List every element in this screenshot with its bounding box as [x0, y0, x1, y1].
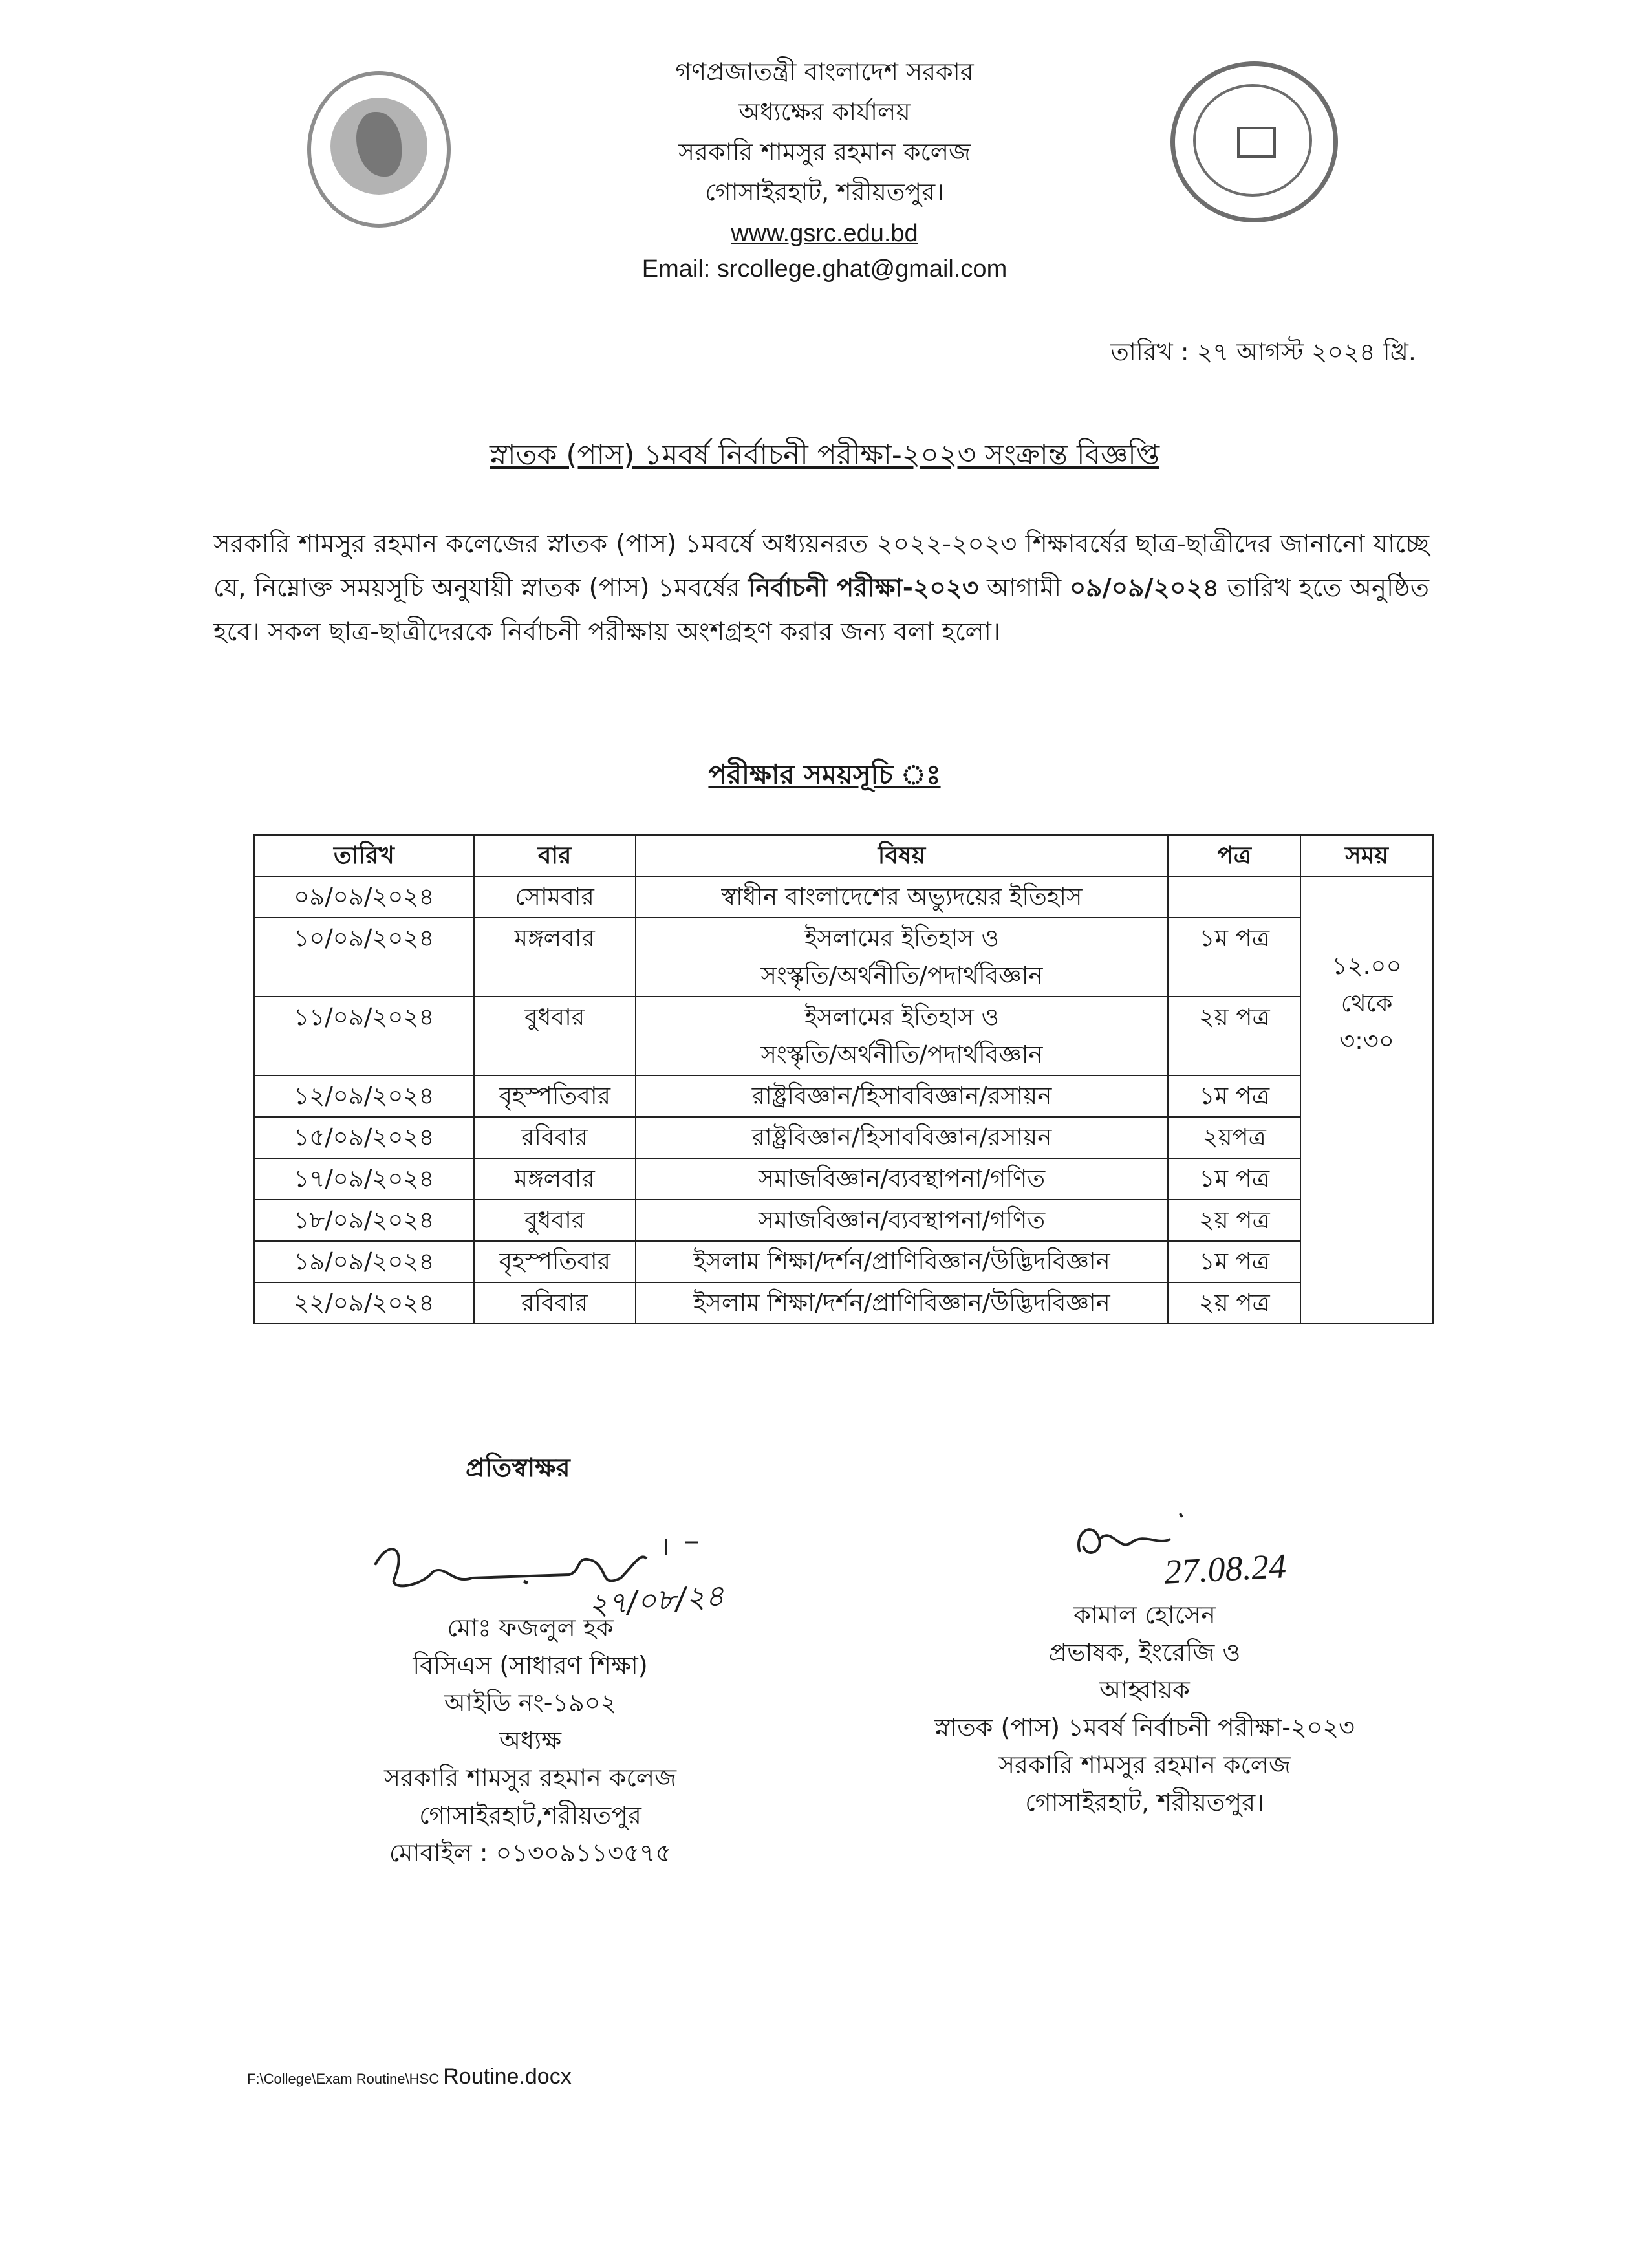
signature-line: আইডি নং-১৯০২	[444, 1689, 617, 1717]
signature-line: মোবাইল : ০১৩০৯১১৩৫৭৫	[389, 1839, 672, 1867]
signature-line: বিসিএস (সাধারণ শিক্ষা)	[413, 1651, 648, 1679]
schedule-heading: পরীক্ষার সময়সূচি ঃ	[708, 759, 941, 790]
cell-day: বৃহস্পতিবার	[474, 1241, 636, 1282]
cell-paper: ২য় পত্র	[1168, 1200, 1300, 1241]
header-office: অধ্যক্ষের কার্যালয়	[738, 98, 911, 126]
header-time: সময়	[1300, 835, 1433, 876]
signature-line: স্নাতক (পাস) ১মবর্ষ নির্বাচনী পরীক্ষা-২০২৩	[934, 1713, 1355, 1742]
header-date: তারিখ	[254, 835, 474, 876]
cell-paper: ২য়পত্র	[1168, 1117, 1300, 1158]
signature-line: সরকারি শামসুর রহমান কলেজ	[383, 1764, 677, 1792]
table-row	[254, 1200, 1433, 1241]
cell-day: বুধবার	[474, 997, 636, 1075]
signature-line: আহ্বায়ক	[1099, 1676, 1190, 1704]
cell-date: ১৯/০৯/২০২৪	[254, 1241, 474, 1282]
header-subject: বিষয়	[636, 835, 1169, 876]
cell-date: ১২/০৯/২০২৪	[254, 1075, 474, 1117]
signature-line: কামাল হোসেন	[1073, 1601, 1216, 1629]
footer-file-path: F:\College\Exam Routine\HSC Routine.docx	[247, 2064, 572, 2089]
cell-day: বুধবার	[474, 1200, 636, 1241]
table-row	[254, 1282, 1433, 1324]
table-row	[254, 997, 1433, 1075]
cell-day: বৃহস্পতিবার	[474, 1075, 636, 1117]
table-body	[254, 876, 1433, 1324]
notice-body: সরকারি শামসুর রহমান কলেজের স্নাতক (পাস) ১মবর্ষে অধ্যয়নরত ২০২২-২০২৩ শিক্ষাবর্ষের ছাত্র-ছাত্রীদের জানানো যাচ্ছে যে, নিম্নোক্ত সময়সূচি অনুযায়ী স্নাতক (পাস) ১মবর্ষের নির্বাচনী পরীক্ষা-২০২৩ আগামী ০৯/০৯/২০২৪ তারিখ হতে অনুষ্ঠিত হবে। সকল ছাত্র-ছাত্রীদেরকে নির্বাচনী পরীক্ষায় অংশগ্রহণ করার জন্য বলা হলো।	[213, 530, 1429, 647]
cell-date: ১০/০৯/২০২৪	[254, 918, 474, 997]
signature-line: গোসাইরহাট, শরীয়তপুর।	[1025, 1788, 1264, 1817]
signature-line: মোঃ ফজলুল হক	[447, 1614, 614, 1642]
cell-paper	[1168, 876, 1300, 918]
cell-paper: ২য় পত্র	[1168, 997, 1300, 1075]
cell-subject: রাষ্ট্রবিজ্ঞান/হিসাববিজ্ঞান/রসায়ন	[636, 1075, 1169, 1117]
header-location: গোসাইরহাট, শরীয়তপুর।	[705, 178, 944, 206]
cell-date: ২২/০৯/২০২৪	[254, 1282, 474, 1324]
cell-subject: ইসলাম শিক্ষা/দর্শন/প্রাণিবিজ্ঞান/উদ্ভিদবিজ্ঞান	[636, 1282, 1169, 1324]
header-government: গণপ্রজাতন্ত্রী বাংলাদেশ সরকার	[675, 58, 974, 86]
table-row	[254, 876, 1433, 918]
cell-date: ১৫/০৯/২০২৪	[254, 1117, 474, 1158]
cell-date: ০৯/০৯/২০২৪	[254, 876, 474, 918]
table-row	[254, 918, 1433, 997]
notice-title: স্নাতক (পাস) ১মবর্ষ নির্বাচনী পরীক্ষা-২০২৩ সংক্রান্ত বিজ্ঞপ্তি	[490, 438, 1159, 471]
signature-line: প্রভাষক, ইংরেজি ও	[1048, 1638, 1241, 1667]
cell-date: ১৮/০৯/২০২৪	[254, 1200, 474, 1241]
principal-signature-date: ২৭/০৮/২৪	[587, 1577, 726, 1623]
cell-paper: ১ম পত্র	[1168, 1158, 1300, 1200]
cell-subject: ইসলাম শিক্ষা/দর্শন/প্রাণিবিজ্ঞান/উদ্ভিদবিজ্ঞান	[636, 1241, 1169, 1282]
table-row	[254, 1241, 1433, 1282]
signature-line: গোসাইরহাট,শরীয়তপুর	[419, 1801, 641, 1830]
cell-day: মঙ্গলবার	[474, 1158, 636, 1200]
header-college: সরকারি শামসুর রহমান কলেজ	[678, 138, 971, 166]
notice-exam-name: নির্বাচনী পরীক্ষা-২০২৩	[748, 574, 979, 603]
cell-day: রবিবার	[474, 1282, 636, 1324]
header-day: বার	[474, 835, 636, 876]
cell-day: সোমবার	[474, 876, 636, 918]
cell-paper: ২য় পত্র	[1168, 1282, 1300, 1324]
header-email: Email: srcollege.ghat@gmail.com	[641, 255, 1008, 283]
header-website-link[interactable]: www.gsrc.edu.bd	[731, 220, 918, 247]
exam-routine-table	[253, 834, 1434, 1324]
cell-subject: সমাজবিজ্ঞান/ব্যবস্থাপনা/গণিত	[636, 1200, 1169, 1241]
principal-signature-block	[336, 1609, 724, 1872]
signature-line: সরকারি শামসুর রহমান কলেজ	[998, 1751, 1291, 1779]
notice-start-date: ০৯/০৯/২০২৪	[1069, 574, 1220, 603]
countersign-label: প্রতিস্বাক্ষর	[466, 1453, 570, 1483]
cell-paper: ১ম পত্র	[1168, 1241, 1300, 1282]
cell-day: রবিবার	[474, 1117, 636, 1158]
cell-time: ১২.০০ থেকে ৩:৩০	[1300, 876, 1433, 1324]
table-row	[254, 1117, 1433, 1158]
footer-filename: Routine.docx	[443, 2064, 572, 2089]
table-row	[254, 1075, 1433, 1117]
cell-subject: স্বাধীন বাংলাদেশের অভ্যুদয়ের ইতিহাস	[636, 876, 1169, 918]
cell-subject: রাষ্ট্রবিজ্ঞান/হিসাববিজ্ঞান/রসায়ন	[636, 1117, 1169, 1158]
cell-date: ১৭/০৯/২০২৪	[254, 1158, 474, 1200]
cell-subject: সমাজবিজ্ঞান/ব্যবস্থাপনা/গণিত	[636, 1158, 1169, 1200]
cell-subject: ইসলামের ইতিহাস ও সংস্কৃতি/অর্থনীতি/পদার্থবিজ্ঞান	[636, 918, 1169, 997]
cell-paper: ১ম পত্র	[1168, 1075, 1300, 1117]
convener-signature-block	[886, 1596, 1403, 1821]
cell-subject: ইসলামের ইতিহাস ও সংস্কৃতি/অর্থনীতি/পদার্থবিজ্ঞান	[636, 997, 1169, 1075]
table-row	[254, 1158, 1433, 1200]
signature-line: অধ্যক্ষ	[499, 1726, 561, 1755]
table-header-row	[254, 835, 1433, 876]
cell-paper: ১ম পত্র	[1168, 918, 1300, 997]
convener-signature-date: 27.08.24	[1163, 1546, 1288, 1592]
header-paper: পত্র	[1168, 835, 1300, 876]
cell-day: মঙ্গলবার	[474, 918, 636, 997]
cell-date: ১১/০৯/২০২৪	[254, 997, 474, 1075]
notice-date: তারিখ : ২৭ আগস্ট ২০২৪ খ্রি.	[1110, 338, 1416, 366]
